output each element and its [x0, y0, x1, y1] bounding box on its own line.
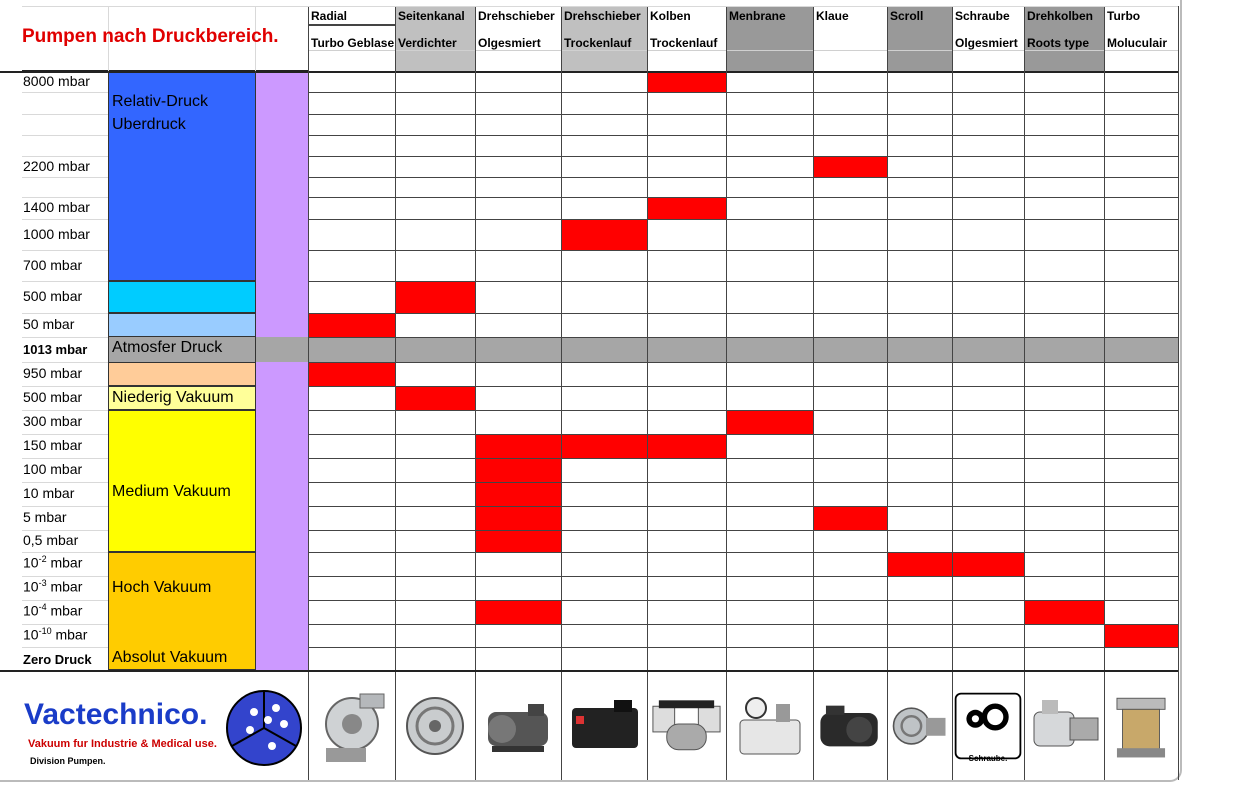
column-header-9: Schraube [955, 9, 1010, 23]
region-label-medium: Medium Vakuum [112, 483, 231, 500]
region-lightblue [108, 313, 255, 337]
pressure-label: 2200 mbar [23, 157, 90, 174]
pressure-label: 5 mbar [23, 509, 67, 525]
grid-line [561, 6, 562, 780]
grid-line [308, 281, 1178, 282]
pressure-label: 50 mbar [23, 316, 75, 332]
pump-photo [395, 672, 475, 780]
column-header-8: Scroll [890, 9, 924, 23]
grid-line [308, 458, 1178, 459]
column-header-3: Drehschieber [478, 9, 555, 23]
exp-power: -4 [38, 602, 47, 612]
pump-range-cell [1025, 601, 1104, 624]
region-peach [108, 362, 255, 386]
pressure-label-exponent [23, 626, 87, 643]
membrane-pump-icon [730, 686, 810, 766]
rotary-vane-oil-pump-icon [478, 686, 558, 766]
grid-line [22, 576, 108, 577]
grid-line [22, 70, 308, 71]
pressure-label: 700 mbar [23, 256, 83, 273]
piston-pump-icon [647, 686, 726, 766]
grid-line [22, 250, 108, 251]
brand-division: Division Pumpen. [30, 756, 106, 766]
exp-base: 10 [23, 626, 39, 643]
grid-line [22, 6, 1178, 7]
region-label-niederig: Niederig Vakuum [112, 389, 234, 406]
scroll-pump-icon [887, 686, 952, 766]
pressure-label: 1000 mbar [23, 225, 90, 242]
pump-range-cell [953, 553, 1024, 576]
pump-photo [726, 672, 813, 780]
pump-photo [561, 672, 647, 780]
grid-line [22, 362, 108, 363]
pump-photo [952, 672, 1024, 780]
grid-line [308, 24, 395, 26]
column-header-5: Kolben [650, 9, 691, 23]
pressure-label-exponent [23, 554, 82, 571]
pump-range-cell [1105, 625, 1178, 647]
column-subheader-2: Verdichter [398, 36, 457, 50]
column-header-1: Radial [311, 9, 348, 23]
pressure-label: 0,5 mbar [23, 532, 79, 548]
region-label-absolut: Absolut Vakuum [112, 649, 228, 666]
grid-line [308, 177, 1178, 178]
pump-range-cell [648, 72, 726, 92]
grid-line [308, 6, 309, 780]
grid-line [308, 250, 1178, 251]
pump-photo [1104, 672, 1178, 780]
grid-line [308, 135, 1178, 136]
grid-line [308, 410, 1178, 411]
pump-range-cell [476, 601, 561, 624]
grid-line [726, 6, 727, 780]
grid-line [308, 576, 1178, 577]
grid-line [22, 313, 108, 314]
column-subheader-4: Trockenlauf [564, 36, 632, 50]
grid-line [952, 6, 953, 780]
claw-pump-icon [813, 686, 887, 766]
grid-line [308, 530, 1178, 531]
grid-line [308, 197, 1178, 198]
grid-line [22, 337, 108, 338]
grid-line [308, 624, 1178, 625]
pressure-label-exponent [23, 578, 82, 595]
pump-range-cell [309, 363, 395, 386]
grid-line [22, 281, 108, 282]
pump-photo [887, 672, 952, 780]
exp-power: -10 [38, 625, 52, 636]
grid-line [308, 362, 1178, 363]
grid-line [1104, 6, 1105, 780]
grid-line [22, 92, 108, 93]
pump-range-cell [396, 282, 475, 313]
pressure-label-exponent [23, 602, 82, 619]
grid-line [308, 337, 1178, 338]
pump-range-cell [396, 387, 475, 410]
grid-line [22, 647, 108, 648]
exp-power: -3 [38, 578, 47, 588]
grid-line [308, 482, 1178, 483]
pump-photo [647, 672, 726, 780]
side-channel-blower-icon [395, 686, 475, 766]
column-subheader-5: Trockenlauf [650, 36, 718, 50]
brand-logo-icon [224, 688, 304, 768]
pressure-label: 100 mbar [23, 461, 83, 477]
grid-line [475, 6, 476, 780]
grid-line [22, 114, 108, 115]
pump-range-cell [648, 198, 726, 219]
column-subheader-9: Olgesmiert [955, 36, 1018, 50]
pressure-label: 500 mbar [23, 288, 83, 304]
column-header-7: Klaue [816, 9, 849, 23]
grid-line [1178, 6, 1179, 780]
pump-range-cell [562, 435, 647, 458]
pressure-label: 1400 mbar [23, 199, 90, 215]
column-header-4: Drehschieber [564, 9, 641, 23]
purple-band-upper [255, 71, 308, 337]
region-label-hoch: Hoch Vakuum [112, 579, 212, 596]
pressure-label: 150 mbar [23, 437, 83, 453]
pump-range-cell [727, 411, 813, 434]
pump-range-cell [888, 553, 952, 576]
brand-tagline: Vakuum fur Industrie & Medical use. [28, 738, 217, 750]
grid-line [813, 6, 814, 780]
pump-range-cell [814, 157, 887, 177]
grid-line [22, 177, 108, 178]
pressure-label: 10 mbar [23, 485, 75, 501]
grid-line [108, 71, 109, 670]
exp-unit: mbar [46, 554, 83, 571]
region-label-atmos: Atmosfer Druck [112, 339, 223, 356]
grid-line [22, 135, 108, 136]
exp-unit: mbar [46, 578, 83, 595]
grid-line [395, 6, 396, 780]
exp-unit: mbar [46, 602, 83, 619]
pressure-label: 8000 mbar [23, 72, 90, 89]
column-header-2: Seitenkanal [398, 9, 465, 23]
grid-line [22, 197, 108, 198]
pump-range-cell [562, 220, 647, 250]
column-header-11: Turbo [1107, 9, 1141, 23]
grid-line [887, 6, 888, 780]
column-header-6: Menbrane [729, 9, 786, 23]
grid-line [647, 6, 648, 780]
pump-photo [813, 672, 887, 780]
exp-base: 10 [23, 578, 39, 595]
column-header-10: Drehkolben [1027, 9, 1094, 23]
grid-line [22, 458, 108, 459]
pump-range-cell [309, 314, 395, 337]
region-label-relativ: Relativ-Druck [112, 93, 209, 110]
exp-base: 10 [23, 602, 39, 619]
grid-line [22, 482, 108, 483]
region-medium [108, 410, 255, 552]
pressure-label: 950 mbar [23, 365, 83, 381]
grid-line [22, 506, 108, 507]
rotary-vane-dry-pump-icon [564, 686, 644, 766]
grid-line [22, 410, 108, 411]
atmos-pressure-label: 1013 mbar [23, 342, 88, 357]
exp-unit: mbar [51, 626, 88, 643]
pump-photo-caption: Schraube. [968, 754, 1008, 763]
grid-line [308, 506, 1178, 507]
grid-line [22, 434, 108, 435]
sheet-title: Pumpen nach Druckbereich. [22, 26, 279, 47]
pump-range-cell [814, 507, 887, 530]
radial-blower-icon [312, 686, 392, 766]
column-subheader-3: Olgesmiert [478, 36, 541, 50]
pump-photo [308, 672, 395, 780]
pump-photo [1024, 672, 1104, 780]
grid-line [308, 50, 1178, 51]
zero-pressure-label: Zero Druck [23, 652, 92, 667]
pressure-label: 300 mbar [23, 413, 83, 429]
grid-line [308, 219, 1178, 220]
exp-base: 10 [23, 554, 39, 571]
grid-line [255, 71, 256, 670]
atmos-band [108, 337, 1178, 362]
grid-line [308, 434, 1178, 435]
exp-power: -2 [38, 554, 47, 564]
pump-photo [475, 672, 561, 780]
grid-line [308, 92, 1178, 93]
grid-line [22, 530, 108, 531]
purple-band-lower [255, 362, 308, 670]
grid-line [308, 156, 1178, 157]
grid-line [308, 114, 1178, 115]
grid-line [0, 71, 1178, 73]
column-subheader-10: Roots type [1027, 36, 1090, 50]
brand-name: Vactechnico. [24, 698, 208, 731]
roots-pump-icon [1024, 686, 1104, 766]
pump-range-cell [476, 435, 561, 552]
region-label-uberdruck: Uberdruck [112, 116, 186, 133]
grid-line [1024, 6, 1025, 780]
grid-line [308, 600, 1178, 601]
grid-line [22, 552, 108, 553]
pump-range-cell [648, 435, 726, 458]
grid-line [308, 313, 1178, 314]
grid-line [22, 600, 108, 601]
grid-line [308, 552, 1178, 553]
grid-line [308, 647, 1178, 648]
pressure-label: 500 mbar [23, 389, 83, 405]
column-subheader-11: Moluculair [1107, 36, 1168, 50]
grid-line [308, 386, 1178, 387]
turbo-molecular-pump-icon [1104, 686, 1178, 766]
grid-line [22, 219, 108, 220]
region-cyan [108, 281, 255, 313]
grid-line [22, 386, 108, 387]
column-subheader-1: Turbo Geblase [311, 36, 395, 50]
